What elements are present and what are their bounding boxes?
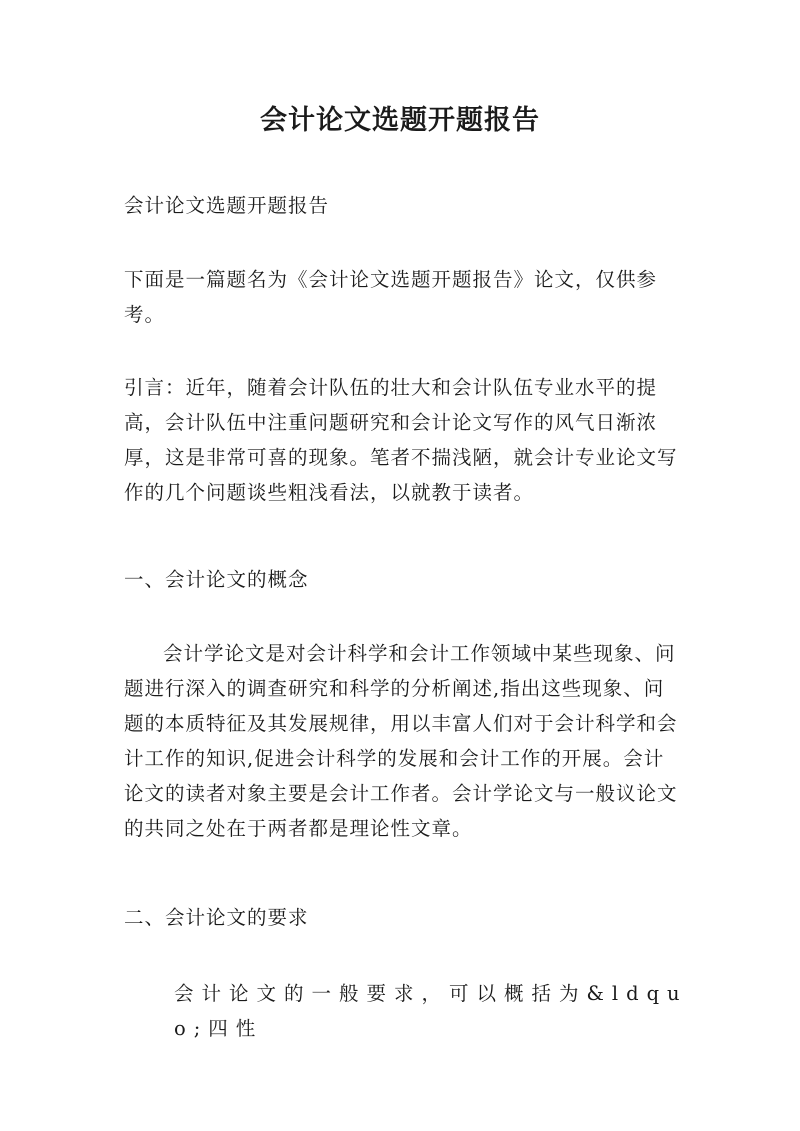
section-heading-requirements: 二、会计论文的要求 bbox=[124, 906, 309, 929]
intro-paragraph: 下面是一篇题名为《会计论文选题开题报告》论文，仅供参考。 bbox=[124, 268, 658, 326]
subtitle-paragraph: 会计论文选题开题报告 bbox=[124, 194, 330, 217]
section-heading-concept: 一、会计论文的概念 bbox=[124, 568, 309, 591]
preface-paragraph: 引言：近年，随着会计队伍的壮大和会计队伍专业水平的提高，会计队伍中注重问题研究和会计论文写作的风气日渐浓厚，这是非常可喜的现象。笔者不揣浅陋，就会计专业论文写作的几个问题谈些粗浅看法，以就教于读者。 bbox=[124, 376, 678, 504]
requirements-paragraph: 会计论文的一般要求，可以概括为&ldquo;四性 bbox=[174, 982, 688, 1040]
concept-paragraph: 会计学论文是对会计科学和会计工作领域中某些现象、问题进行深入的调查研究和科学的分析阐述,指出这些现象、问题的本质特征及其发展规律，用以丰富人们对于会计科学和会计工作的知识,促进会计科学的发展和会计工作的开展。会计论文的读者对象主要是会计工作者。会计学论文与一般议论文的共同之处在于两者都是理论性文章。 bbox=[124, 642, 678, 840]
document-title: 会计论文选题开题报告 bbox=[260, 105, 540, 136]
